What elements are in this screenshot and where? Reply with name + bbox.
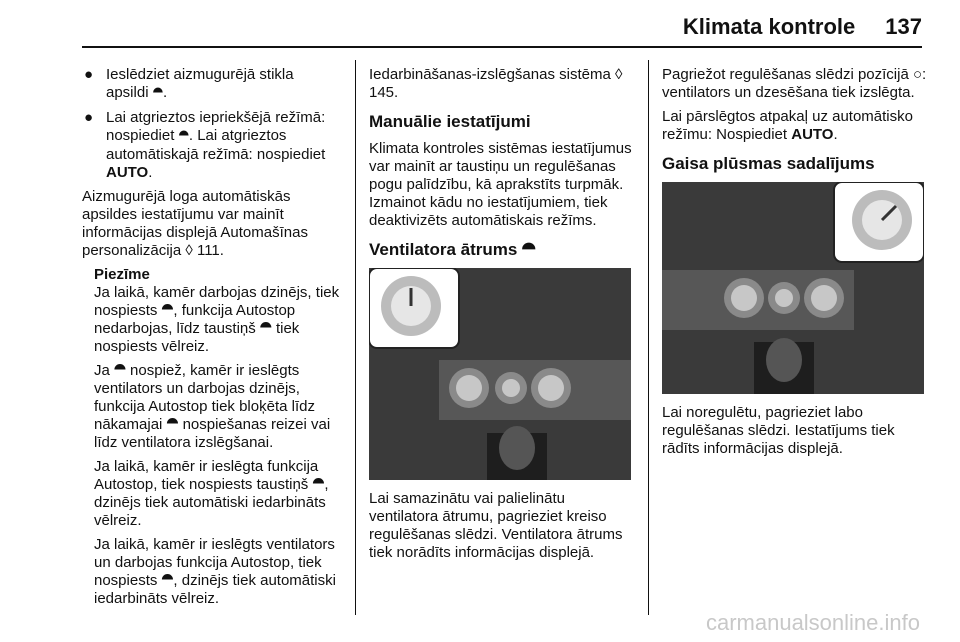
paragraph: Klimata kontroles sistēmas iestatījumus var mainīt ar taustiņu un regulēšanas pogu palīdzību, kā aprakstīts turpmāk. Izmainot kādu no iestatījumiem, tiek deaktivizēts automātiskais režīms. — [369, 140, 632, 229]
figure-caption: Lai samazinātu vai palielinātu ventilatora ātrumu, pagrieziet kreiso regulēšanas slēdzi. Ventilatora ātrums tiek norādīts informācijas displejā. — [369, 490, 623, 561]
defrost-icon: ⯊ — [178, 129, 189, 144]
bullet-dot: ● — [84, 109, 94, 126]
chapter-title: Klimata kontrole — [682, 14, 856, 39]
console-illustration — [369, 268, 631, 480]
auto-keyword: AUTO — [791, 126, 834, 143]
section-heading-air-distribution: Gaisa plūsmas sadalījums — [662, 154, 875, 173]
section-heading-fan-speed: Ventilatora ātrums ⯊ — [369, 240, 536, 259]
paragraph: Lai pārslēgtos atpakaļ uz automātisko režīmu: Nospiediet AUTO. — [662, 108, 913, 143]
auto-keyword: AUTO — [106, 164, 149, 181]
bullet-item: ● Ieslēdziet aizmugurējā stikla apsildi ⯊. — [84, 66, 294, 101]
air-distribution-photo — [662, 182, 924, 394]
paragraph: Aizmugurējā loga automātiskās apsildes iestatījumu var mainīt informācijas displejā Automašīnas personalizācija ◊ 111. — [82, 188, 308, 259]
note-paragraph: Ja laikā, kamēr ir ieslēgta funkcija Autostop, tiek nospiests taustiņš ⯊, dzinējs tiek automātiski iedarbināts vēlreiz. — [94, 458, 329, 529]
console-illustration — [662, 182, 924, 394]
column-1 — [82, 66, 340, 614]
bullet-item: ● Lai atgrieztos iepriekšējā režīmā: nospiediet ⯊. Lai atgrieztos automātiskajā režīmā: nospiediet AUTO. — [84, 109, 326, 181]
note-box — [82, 266, 340, 608]
paragraph: Iedarbināšanas-izslēgšanas sistēma ◊ 145. — [369, 66, 623, 101]
note-paragraph: Ja laikā, kamēr darbojas dzinējs, tiek nospiests ⯊, funkcija Autostop nedarbojas, līdz taustiņš ⯊ tiek nospiests vēlreiz. — [94, 284, 340, 355]
note-paragraph: Ja ⯊ nospiež, kamēr ir ieslēgts ventilators un darbojas dzinējs, funkcija Autostop tiek bloķēta līdz nākamajai ⯊ nospiešanas reizei vai līdz ventilatora izslēgšanai. — [94, 362, 331, 451]
watermark: carmanualsonline.info — [705, 610, 920, 635]
column-2 — [369, 66, 635, 568]
rear-window-heat-icon: ⯊ — [152, 86, 163, 101]
section-heading-manual: Manuālie iestatījumi — [369, 112, 531, 131]
bullet-dot: ● — [84, 66, 94, 83]
note-paragraph: Ja laikā, kamēr ir ieslēgts ventilators un darbojas funkcija Autostop, tiek nospiests ⯊, dzinējs tiek automātiski iedarbināts vēlreiz. — [94, 536, 336, 607]
header-rule — [82, 46, 922, 48]
paragraph: Pagriežot regulēšanas slēdzi pozīcijā ○: ventilators un dzesēšana tiek izslēgta. — [662, 66, 927, 101]
column-divider — [355, 60, 356, 615]
column-3 — [662, 66, 928, 464]
note-title: Piezīme — [94, 266, 150, 283]
figure-caption: Lai noregulētu, pagrieziet labo regulēšanas slēdzi. Iestatījums tiek rādīts informācijas displejā. — [662, 404, 895, 457]
fan-control-photo — [369, 268, 631, 480]
column-divider — [648, 60, 649, 615]
page-header — [683, 14, 922, 40]
page-number: 137 — [885, 14, 922, 39]
